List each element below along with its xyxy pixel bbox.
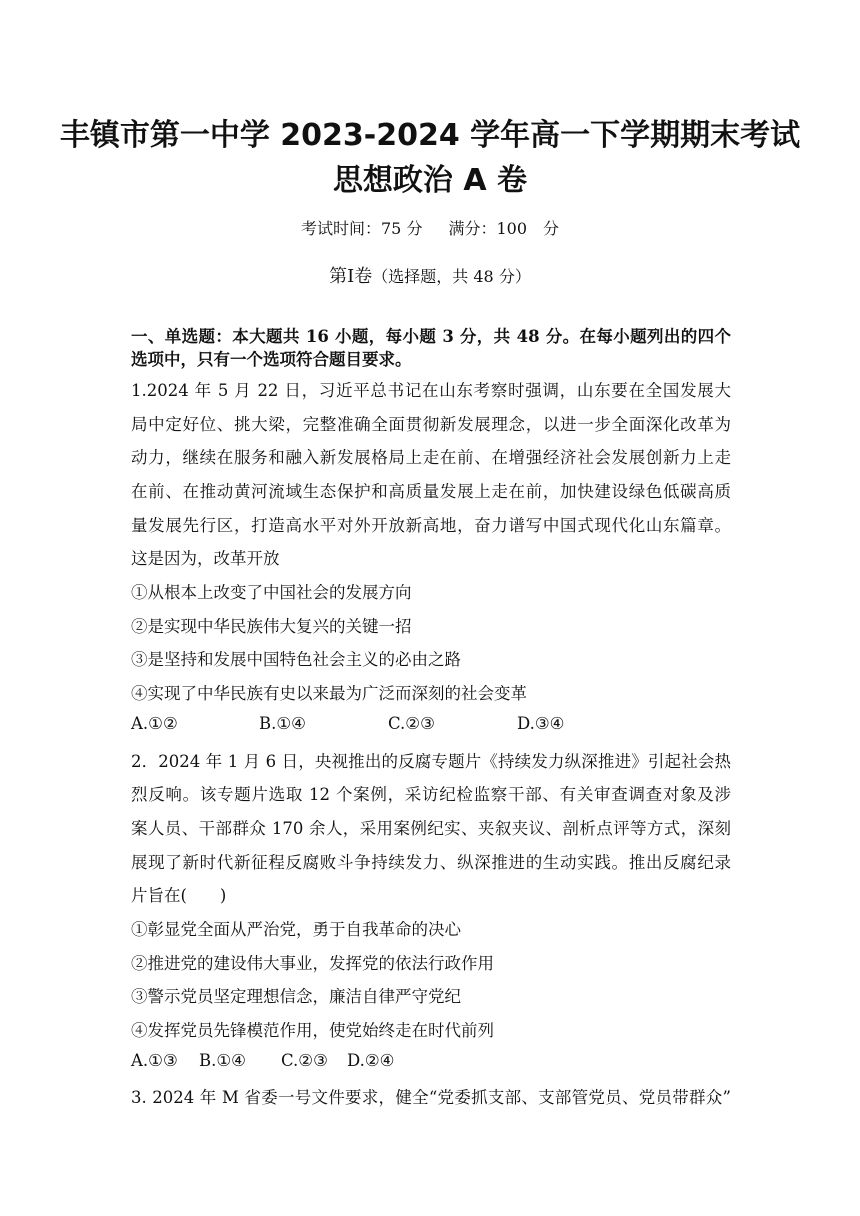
full-score: 满分：100 分 — [448, 219, 559, 238]
q2-item: ④发挥党员先锋模范作用，使党始终走在时代前列 — [131, 1021, 494, 1040]
q1-item: ②是实现中华民族伟大复兴的关键一招 — [131, 617, 412, 636]
q2-item: ②推进党的建设伟大事业，发挥党的依法行政作用 — [131, 954, 494, 973]
q1-stem-line: 局中定好位、挑大梁，完整准确全面贯彻新发展理念，以进一步全面深化改革为 — [131, 415, 731, 434]
q2-options — [131, 1051, 394, 1070]
q1-option-a: A.①② — [131, 714, 178, 733]
q1-item: ③是坚持和发展中国特色社会主义的必由之路 — [131, 650, 461, 669]
q3-stem-line: 3. 2024 年 M 省委一号文件要求，健全“党委抓支部、支部管党员、党员带群众” — [131, 1088, 731, 1107]
q1-item: ①从根本上改变了中国社会的发展方向 — [131, 583, 412, 602]
q2-stem-line: 案人员、干部群众 170 余人，采用案例纪实、夹叙夹议、剖析点评等方式，深刻 — [131, 819, 731, 838]
exam-meta — [0, 216, 860, 239]
q2-option-d: D.②④ — [347, 1051, 395, 1070]
q1-options — [131, 714, 564, 733]
volume-note: （选择题，共 48 分） — [372, 267, 531, 286]
exam-title-line1: 丰镇市第一中学 2023-2024 学年高一下学期期末考试 — [59, 118, 801, 153]
q1-stem-line: 这是因为，改革开放 — [131, 549, 280, 568]
q2-item: ①彰显党全面从严治党，勇于自我革命的决心 — [131, 920, 461, 939]
q2-item: ③警示党员坚定理想信念，廉洁自律严守党纪 — [131, 987, 461, 1006]
q2-option-a: A.①③ — [131, 1051, 178, 1070]
q2-stem-line: 片旨在( ) — [131, 886, 227, 905]
q2-stem-line: 展现了新时代新征程反腐败斗争持续发力、纵深推进的生动实践。推出反腐纪录 — [131, 853, 731, 872]
q2-option-b: B.①④ — [199, 1051, 246, 1070]
q1-stem-line: 1.2024 年 5 月 22 日，习近平总书记在山东考察时强调，山东要在全国发展大 — [131, 381, 731, 400]
q1-item: ④实现了中华民族有史以来最为广泛而深刻的社会变革 — [131, 684, 527, 703]
volume-heading — [0, 262, 860, 288]
section-instruction-line2: 选项中，只有一个选项符合题目要求。 — [131, 350, 412, 369]
volume-main: 第Ⅰ卷 — [329, 266, 373, 287]
q2-option-c: C.②③ — [281, 1051, 328, 1070]
q2-stem-line: 烈反响。该专题片选取 12 个案例，采访纪检监察干部、有关审查调查对象及涉 — [131, 785, 731, 804]
q1-option-b: B.①④ — [259, 714, 306, 733]
q1-option-c: C.②③ — [388, 714, 435, 733]
q1-stem-line: 在前、在推动黄河流域生态保护和高质量发展上走在前，加快建设绿色低碳高质 — [131, 482, 731, 501]
q1-option-d: D.③④ — [517, 714, 565, 733]
section-instruction-line1: 一、单选题：本大题共 16 小题，每小题 3 分，共 48 分。在每小题列出的四个 — [131, 327, 731, 346]
exam-time: 考试时间：75 分 — [301, 219, 423, 238]
exam-title-line2: 思想政治 A 卷 — [332, 163, 528, 198]
q1-stem-line: 动力，继续在服务和融入新发展格局上走在前、在增强经济社会发展创新力上走 — [131, 448, 731, 467]
q1-stem-line: 量发展先行区，打造高水平对外开放新高地，奋力谱写中国式现代化山东篇章。 — [131, 516, 731, 535]
q2-stem-line: 2．2024 年 1 月 6 日，央视推出的反腐专题片《持续发力纵深推进》引起社会热 — [131, 752, 731, 771]
